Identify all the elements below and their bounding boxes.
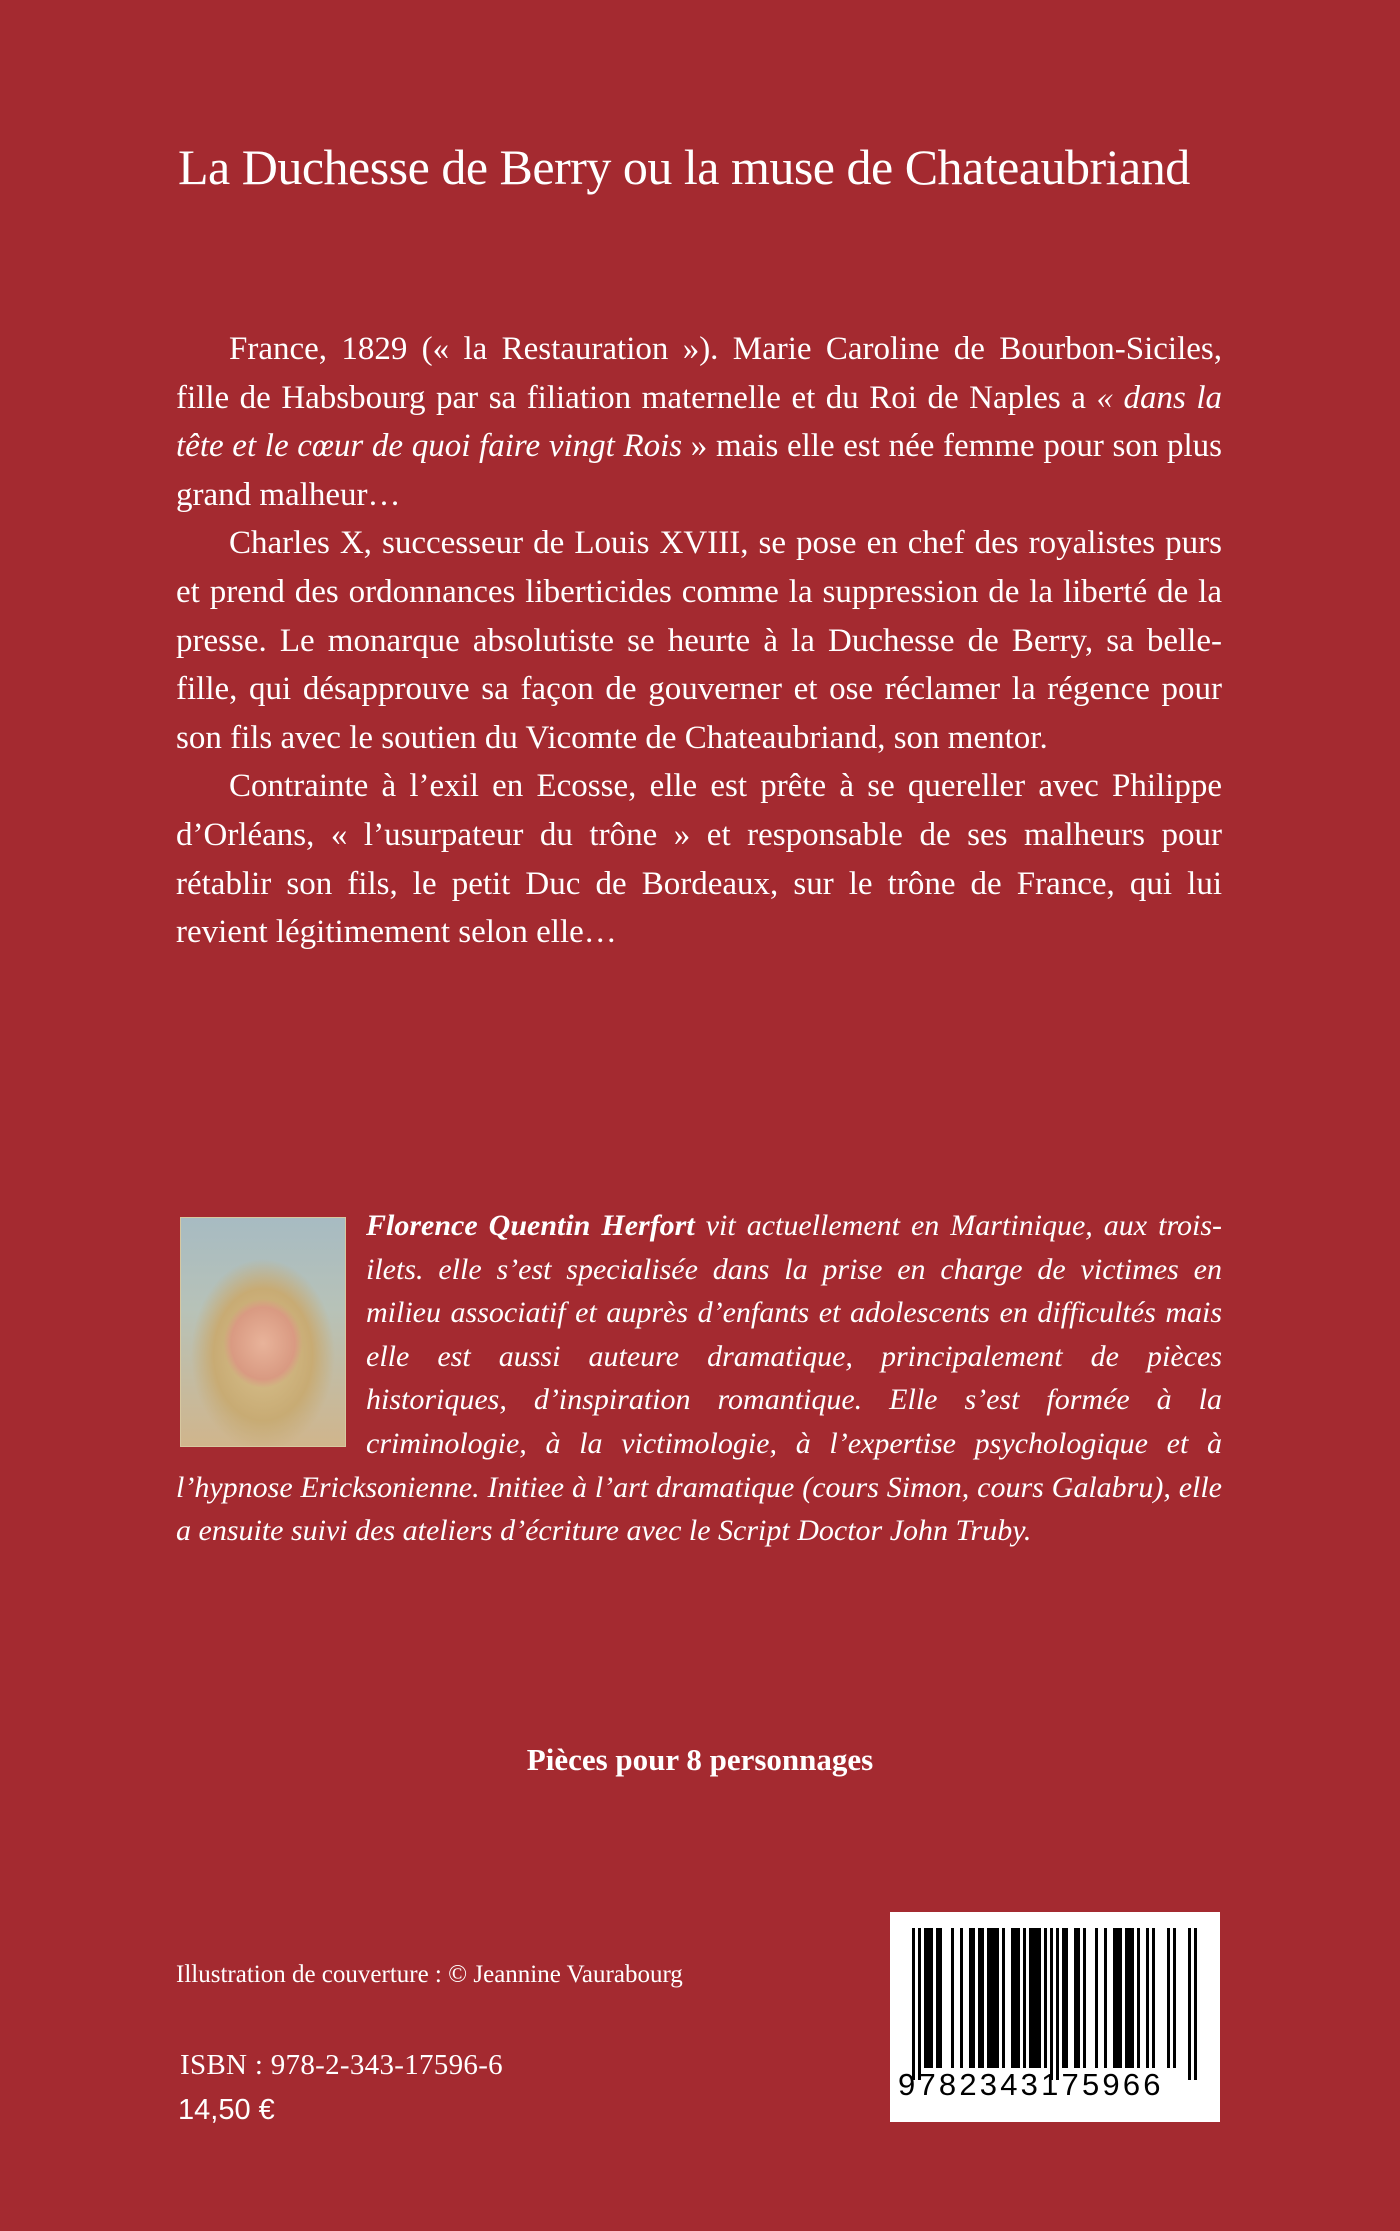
barcode-bar: [990, 1928, 993, 2068]
barcode-bar: [987, 1928, 990, 2068]
author-block: [176, 1204, 1222, 1553]
barcode-bar: [996, 1928, 999, 2068]
synopsis-text: Charles X, successeur de Louis XVIII, se pose en chef des royalistes purs et prend des ordonnances liberticides comme la suppression de la liberté de la presse. Le monarque absolutiste se heurte à la Duchesse de Berry, sa belle-fille, qui désapprouve sa façon de gouverner et ose réclamer la régence pour son fils avec le soutien du Vicomte de Chateaubriand, son mentor.: [176, 525, 1222, 756]
book-title: La Duchesse de Berry ou la muse de Chateaubriand: [178, 139, 1190, 195]
barcode-bar: [1128, 1928, 1131, 2068]
barcode-bar: [936, 1928, 939, 2068]
synopsis-text: France, 1829 (« la Restauration »). Marie Caroline de Bourbon-Siciles, fille de Habsbourg par sa filiation maternelle et du Roi de Naples a: [176, 331, 1222, 416]
barcode-bar: [1125, 1928, 1128, 2068]
barcode-bar: [1083, 1928, 1086, 2068]
synopsis-text: » mais elle est née femme pour son plus grand malheur…: [176, 428, 1222, 513]
barcode-bar: [1173, 1928, 1176, 2068]
barcode-bar: [1131, 1928, 1134, 2068]
barcode-bar: [1095, 1928, 1098, 2068]
barcode-bar: [1152, 1928, 1155, 2068]
cast-size: Pièces pour 8 personnages: [526, 1742, 874, 1777]
synopsis-text: Contrainte à l’exil en Ecosse, elle est prête à se quereller avec Philippe d’Orléans, « l’usurpateur du trône » et responsable de ses malheurs pour rétablir son fils, le petit Duc de Bordeaux, sur le trône de France, qui lui revient légitimement selon elle…: [176, 768, 1222, 951]
synopsis-quote: « dans la tête et le cœur de quoi faire vingt Rois: [176, 379, 1222, 465]
barcode-guard-bar: [918, 1928, 921, 2080]
barcode-guard-bar: [1194, 1928, 1197, 2080]
barcode-bar: [924, 1928, 927, 2068]
barcode-bar: [1116, 1928, 1119, 2068]
synopsis-paragraph: [176, 519, 1222, 762]
barcode-bar: [951, 1928, 954, 2068]
price: 14,50 €: [178, 2094, 275, 2126]
barcode-bar: [1044, 1928, 1047, 2068]
barcode-digits: 9782343175966: [898, 2067, 1164, 2102]
barcode-bar: [1137, 1928, 1140, 2068]
barcode-bar: [1002, 1928, 1005, 2068]
barcode-bar: [1014, 1928, 1017, 2068]
author-name: Florence Quentin Herfort: [366, 1209, 695, 1242]
barcode-bar: [972, 1928, 975, 2068]
barcode-bar: [939, 1928, 942, 2068]
barcode-guard-bar: [912, 1928, 915, 2080]
barcode-bar: [960, 1928, 963, 2068]
barcode-bar: [1074, 1928, 1077, 2068]
isbn-barcode: [890, 1912, 1220, 2122]
barcode-bar: [1032, 1928, 1035, 2068]
barcode-bar: [1038, 1928, 1041, 2068]
barcode-bar: [1146, 1928, 1149, 2068]
isbn: ISBN : 978-2-343-17596-6: [180, 2049, 503, 2081]
barcode-bar: [993, 1928, 996, 2068]
barcode-guard-bar: [1056, 1928, 1059, 2080]
barcode-bar: [1167, 1928, 1170, 2068]
barcode-bar: [1035, 1928, 1038, 2068]
barcode-bar: [1011, 1928, 1014, 2068]
barcode-bar: [969, 1928, 972, 2068]
barcode-bar: [930, 1928, 933, 2068]
barcode-bar: [1119, 1928, 1122, 2068]
barcode-bar: [1065, 1928, 1068, 2068]
barcode-bar: [978, 1928, 981, 2068]
barcode-bar: [1077, 1928, 1080, 2068]
author-bio: vit actuellement en Martinique, aux trois- ilets. elle s’est specialisée dans la prise en charge de victimes en milieu associatif et auprès d’enfants et adolescents en difficultés mais elle est aussi auteure dramatique, principalement de pièces historiques, d’inspiration romantique. Elle s’est formée à la criminologie, à la victimologie, à l’expertise psychologique et à l’hypnose Ericksonienne. Initiee à l’art dramatique (cours Simon, cours Galabru), elle a ensuite suivi des ateliers d’écriture avec le Script Doctor John Truby.: [176, 1209, 1223, 1548]
barcode-bar: [1017, 1928, 1020, 2068]
barcode-bar: [1113, 1928, 1116, 2068]
barcode-bar: [927, 1928, 930, 2068]
barcode-guard-bar: [1050, 1928, 1053, 2080]
synopsis-paragraph: [176, 762, 1222, 956]
barcode-guard-bar: [1188, 1928, 1191, 2080]
barcode-bar: [1104, 1928, 1107, 2068]
synopsis-paragraph: [176, 325, 1222, 519]
author-photo: [180, 1217, 346, 1447]
barcode-bar: [1062, 1928, 1065, 2068]
barcode-bar: [1023, 1928, 1026, 2068]
synopsis: [176, 325, 1222, 957]
barcode-bar: [1029, 1928, 1032, 2068]
illustration-credit: Illustration de couverture : © Jeannine Vaurabourg: [176, 1961, 683, 1988]
barcode-bar: [981, 1928, 984, 2068]
